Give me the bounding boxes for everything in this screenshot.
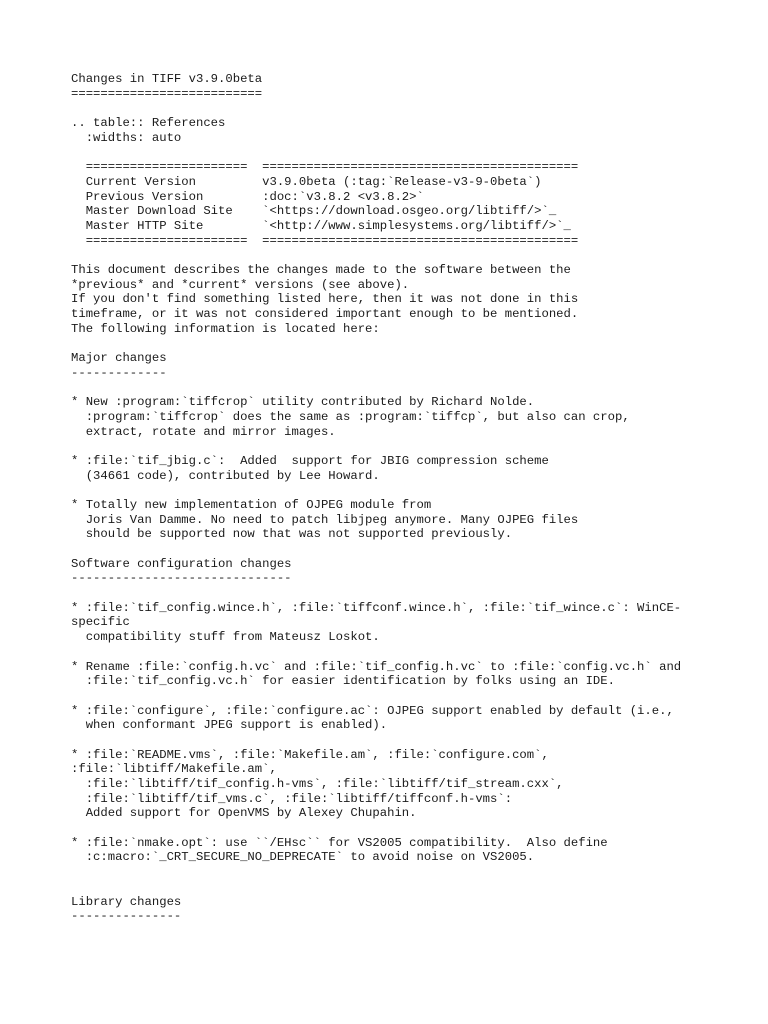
document-line (71, 733, 751, 748)
document-line (71, 865, 751, 880)
document-line: Master Download Site `<https://download.osgeo.org/libtiff/>`_ (71, 204, 557, 219)
document-line: Library changes (71, 894, 182, 909)
document-line: The following information is located here: (71, 321, 380, 336)
document-line: * :file:`tif_jbig.c`: Added support for JBIG compression scheme (71, 453, 549, 468)
document-line: Joris Van Damme. No need to patch libjpeg anymore. Many OJPEG files (71, 512, 579, 527)
document-line: compatibility stuff from Mateusz Loskot. (71, 630, 380, 645)
document-line: :file:`libtiff/Makefile.am`, (71, 762, 277, 777)
document-line: * Totally new implementation of OJPEG module from (71, 497, 432, 512)
document-line: Major changes (71, 351, 167, 366)
document-line (71, 145, 751, 160)
document-line: ------------- (71, 365, 167, 380)
document-line (71, 645, 751, 660)
document-line: :file:`libtiff/tif_config.h-vms`, :file:`libtiff/tif_stream.cxx`, (71, 777, 564, 791)
document-line: * :file:`README.vms`, :file:`Makefile.am`, :file:`configure.com`, (71, 747, 549, 762)
document-line: ====================== =========================================== (71, 160, 579, 175)
document-line (71, 483, 751, 498)
document-line: :file:`tif_config.vc.h` for easier identification by folks using an IDE. (71, 674, 615, 689)
document-line: extract, rotate and mirror images. (71, 424, 336, 439)
document-line (71, 689, 751, 704)
document-line: should be supported now that was not supported previously. (71, 527, 513, 542)
document-line: *previous* and *current* versions (see above). (71, 277, 410, 292)
document-line: :file:`libtiff/tif_vms.c`, :file:`libtiff/tiffconf.h-vms`: (71, 791, 513, 806)
document-line: Current Version v3.9.0beta (:tag:`Release-v3-9-0beta`) (71, 174, 542, 189)
document-line: ------------------------------ (71, 571, 292, 586)
document-line: Added support for OpenVMS by Alexey Chupahin. (71, 806, 417, 821)
document-line: --------------- (71, 909, 182, 924)
document-line: (34661 code), contributed by Lee Howard. (71, 468, 380, 483)
document-line: :program:`tiffcrop` does the same as :program:`tiffcp`, but also can crop, (71, 409, 630, 424)
document-line: * Rename :file:`config.h.vc` and :file:`tif_config.h.vc` to :file:`config.vc.h` and (71, 659, 682, 674)
document-line: * :file:`nmake.opt`: use ``/EHsc`` for VS2005 compatibility. Also define (71, 835, 608, 850)
document-line: Changes in TIFF v3.9.0beta (71, 72, 263, 86)
document-line: .. table:: References (71, 116, 226, 131)
document-line (71, 821, 751, 836)
document-line (71, 336, 751, 351)
document-line (71, 439, 751, 454)
document-line: Master HTTP Site `<http://www.simplesystems.org/libtiff/>`_ (71, 218, 571, 233)
document-line: ========================== (71, 86, 263, 101)
document-line: * New :program:`tiffcrop` utility contributed by Richard Nolde. (71, 395, 535, 410)
document-line: * :file:`tif_config.wince.h`, :file:`tiffconf.wince.h`, :file:`tif_wince.c`: WinCE- (71, 600, 682, 615)
document-line (71, 380, 751, 395)
document-line: If you don't find something listed here, then it was not done in this (71, 292, 579, 307)
document-line: Previous Version :doc:`v3.8.2 <v3.8.2>` (71, 189, 424, 204)
document-line: timeframe, or it was not considered important enough to be mentioned. (71, 307, 579, 321)
document-line: :widths: auto (71, 130, 182, 145)
document-line (71, 586, 751, 601)
document-line (71, 101, 751, 116)
document-line: when conformant JPEG support is enabled). (71, 718, 388, 733)
document-line (71, 880, 751, 895)
document-text (71, 72, 751, 924)
document-line (71, 248, 751, 263)
document-line: * :file:`configure`, :file:`configure.ac`: OJPEG support enabled by default (i.e., (71, 703, 674, 718)
document-line: This document describes the changes made to the software between the (71, 262, 571, 277)
document-line: ====================== =========================================== (71, 233, 579, 248)
document-line: specific (71, 615, 130, 630)
document-line: Software configuration changes (71, 556, 292, 571)
document-line: :c:macro:`_CRT_SECURE_NO_DEPRECATE` to avoid noise on VS2005. (71, 850, 535, 865)
document-line (71, 542, 751, 557)
